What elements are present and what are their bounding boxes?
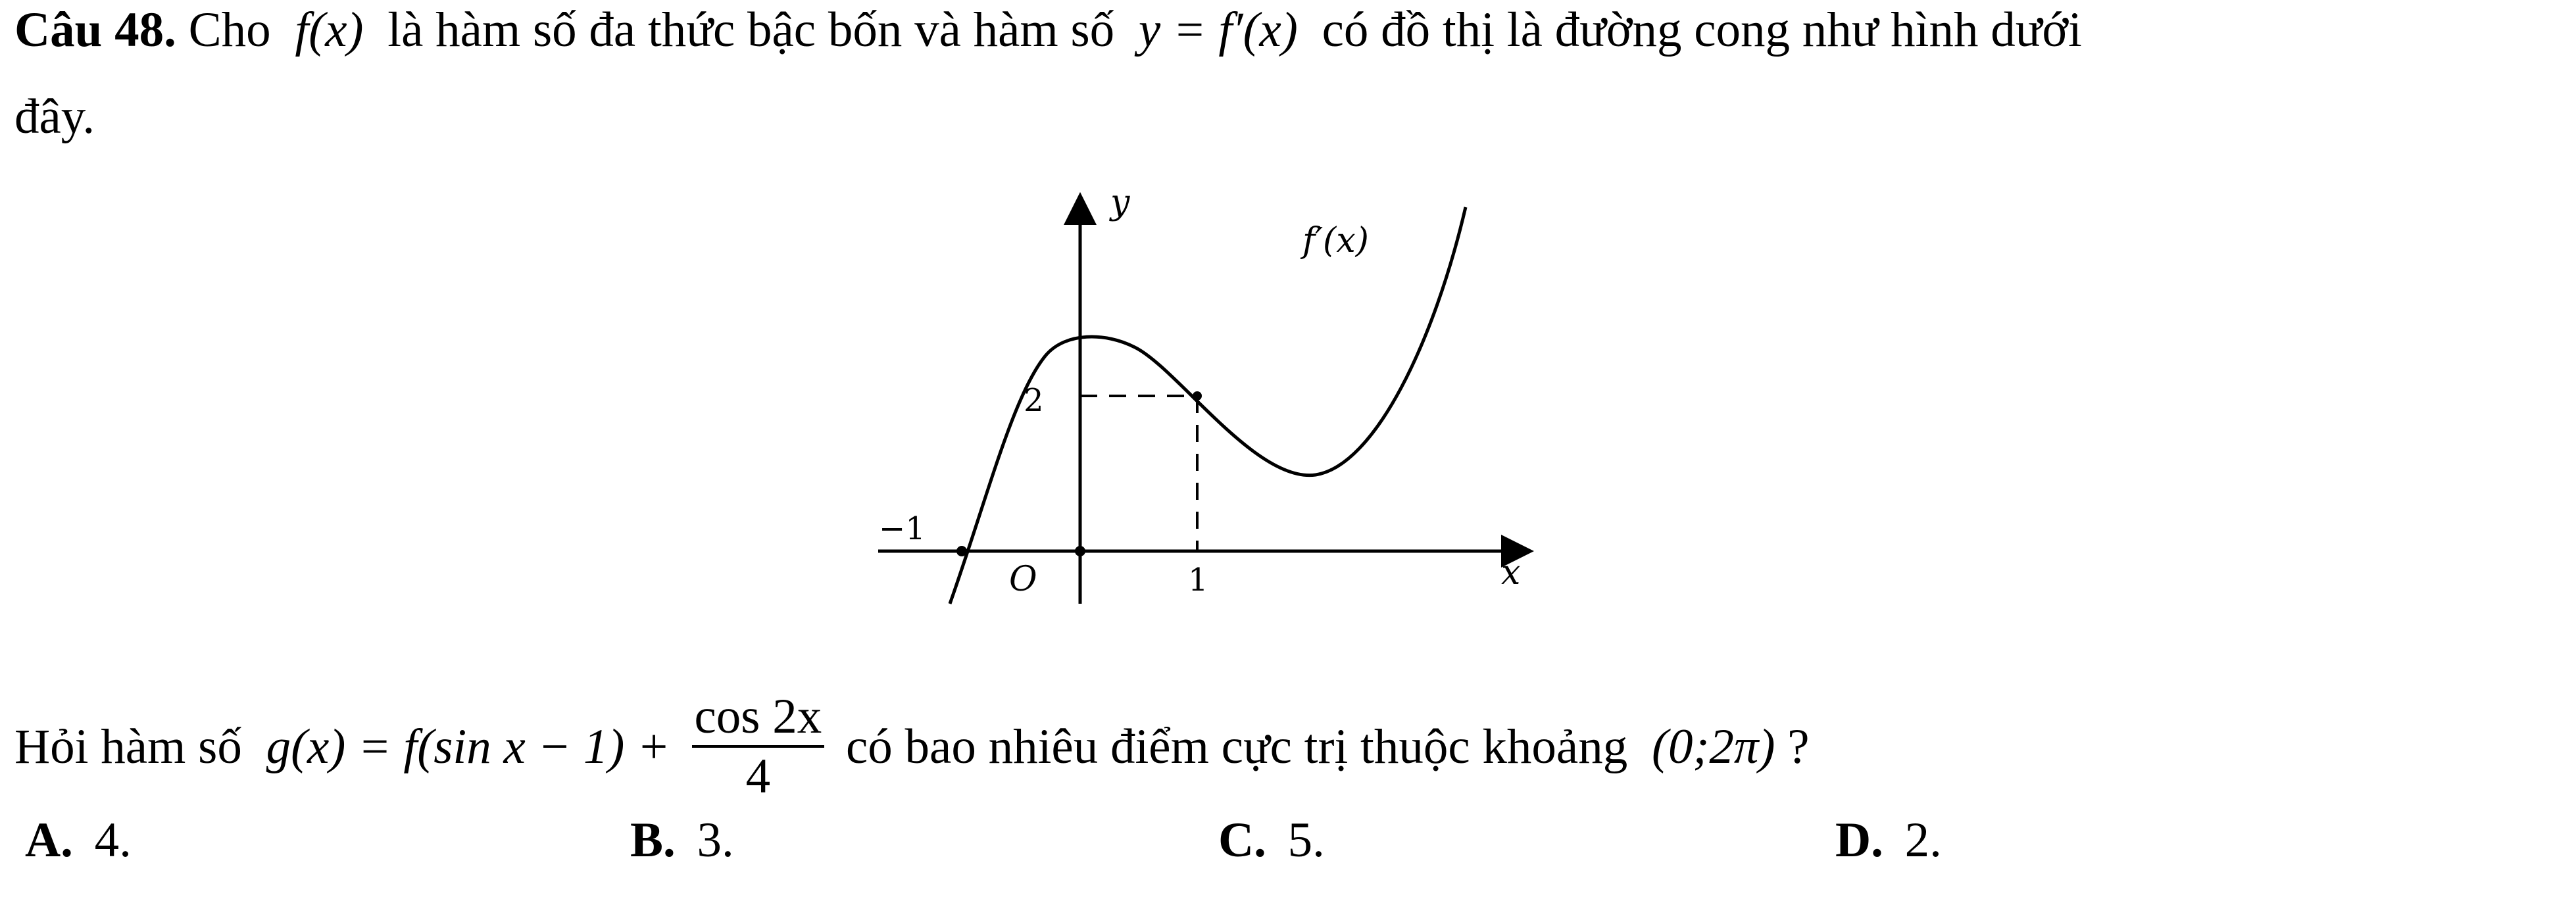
answer-d-letter: D. — [1835, 813, 1883, 867]
answer-b-value: 3 — [697, 813, 722, 867]
question-line-2-text: đây. — [14, 89, 95, 144]
answer-c-value: 5 — [1287, 813, 1313, 867]
fraction-cos2x-over-4 — [692, 689, 825, 804]
answer-c-letter: C. — [1218, 813, 1266, 867]
question-number: Câu 48. — [14, 3, 176, 57]
root-point — [956, 546, 967, 556]
root-label: −1 — [879, 510, 926, 547]
y-tick-label: 2 — [1024, 382, 1044, 419]
g-definition: g(x) = f(sin x − 1) + — [266, 719, 670, 775]
curve-label: f′(x) — [1302, 221, 1369, 260]
answer-a[interactable] — [25, 813, 132, 867]
answer-c[interactable] — [1218, 813, 1325, 867]
y-axis-label: y — [1110, 183, 1130, 222]
fraction-numerator: cos 2x — [692, 692, 825, 748]
answer-b-dot: . — [722, 813, 734, 867]
answer-b[interactable] — [630, 813, 734, 867]
prompt-end: có bao nhiêu điểm cực trị thuộc khoảng — [846, 719, 1628, 775]
y-equals-fprime: y = f′(x) — [1138, 3, 1298, 57]
question-mid: là hàm số đa thức bậc bốn và hàm số — [387, 3, 1115, 57]
answer-a-value: 4 — [94, 813, 120, 867]
answer-d-dot: . — [1929, 813, 1942, 867]
f-of-x: f(x) — [295, 3, 364, 57]
fraction-denominator: 4 — [745, 749, 771, 804]
answer-a-dot: . — [119, 813, 132, 867]
answer-a-letter: A. — [25, 813, 73, 867]
answer-d[interactable] — [1835, 813, 1942, 867]
question-mark: ? — [1787, 719, 1810, 775]
prompt-line — [14, 689, 1810, 806]
origin-label: O — [1009, 560, 1037, 599]
interval: (0;2π) — [1651, 719, 1775, 775]
x-tick-label: 1 — [1188, 562, 1208, 598]
origin-point — [1075, 546, 1085, 556]
prompt-start: Hỏi hàm số — [14, 719, 242, 775]
question-tail: có đồ thị là đường cong như hình dưới — [1322, 3, 2082, 57]
x-axis-label: x — [1501, 553, 1521, 593]
question-intro: Cho — [188, 3, 271, 57]
point-1-2 — [1193, 391, 1202, 401]
answer-b-letter: B. — [630, 813, 676, 867]
answer-c-dot: . — [1312, 813, 1325, 867]
answer-d-value: 2 — [1904, 813, 1930, 867]
